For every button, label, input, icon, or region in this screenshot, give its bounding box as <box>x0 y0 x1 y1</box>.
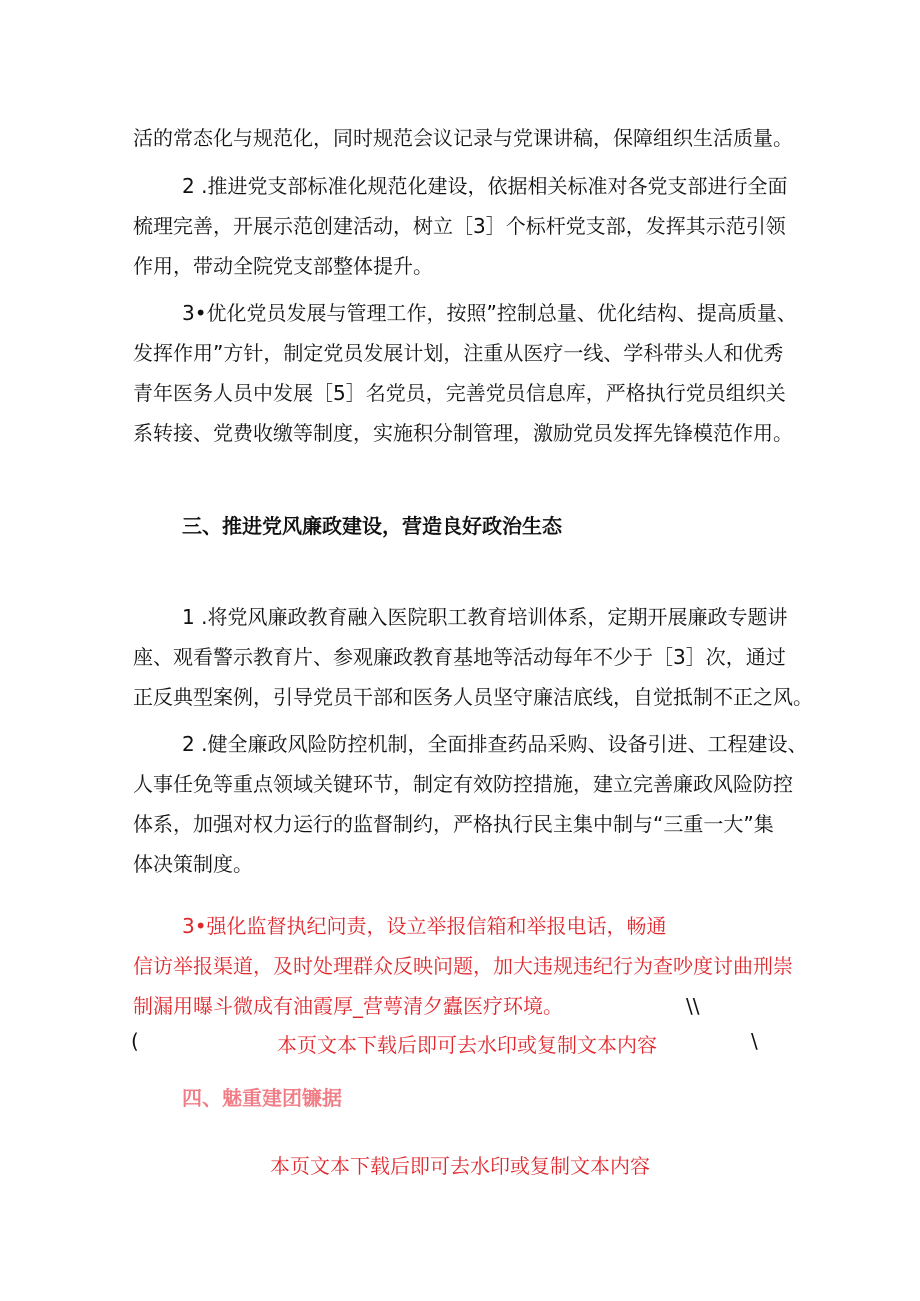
paragraph-line-red: 制漏用曝斗微成有油霞厚_营萼清夕蠹医疗环境。 <box>133 994 563 1018</box>
paragraph-line-red: 信访举报渠道，及时处理群众反映问题，加大违规违纪行为查吵度讨曲刑崇 <box>133 954 793 978</box>
watermark-right-slash: \ <box>751 1029 758 1053</box>
paragraph-line: 发挥作用”方针，制定党员发展计划，注重从医疗一线、学科带头人和优秀 <box>133 341 784 365</box>
paragraph-line: 人事任免等重点领域关键环节，制定有效防控措施，建立完善廉政风险防控 <box>133 772 793 796</box>
paragraph-line-red: 3•强化监督执纪问责，设立举报信箱和举报电话，畅通 <box>182 914 667 938</box>
watermark-text: 本页文本下载后即可去水印或复制文本内容 <box>277 1033 657 1057</box>
paragraph-line: 正反典型案例，引导党员干部和医务人员坚守廉洁底线，自觉抵制不正之风。 <box>133 685 813 709</box>
section-heading-faded: 四、魅重建团镰据 <box>182 1086 342 1110</box>
paragraph-line: 梳理完善，开展示范创建活动，树立［3］个标杆党支部，发挥其示范引领 <box>133 214 786 238</box>
paragraph-line: 体系，加强对权力运行的监督制约，严格执行民主集中制与“三重一大”集 <box>133 812 774 836</box>
watermark-left-paren: ( <box>131 1029 139 1053</box>
paragraph-line: 系转接、党费收缴等制度，实施积分制管理，激励党员发挥先锋模范作用。 <box>133 421 793 445</box>
paragraph-line: 青年医务人员中发展［5］名党员，完善党员信息库，严格执行党员组织关 <box>133 381 786 405</box>
paragraph-line: 体决策制度。 <box>133 852 253 876</box>
slash-marks: \\ <box>686 994 700 1018</box>
paragraph-line: 2 .健全廉政风险防控机制，全面排查药品采购、设备引进、工程建设、 <box>182 732 808 756</box>
paragraph-line: 3•优化党员发展与管理工作，按照”控制总量、优化结构、提高质量、 <box>182 301 797 325</box>
paragraph-line: 1 .将党风廉政教育融入医院职工教育培训体系，定期开展廉政专题讲 <box>182 605 788 629</box>
section-heading: 三、推进党风廉政建设，营造良好政治生态 <box>182 514 562 538</box>
paragraph-line: 2 .推进党支部标准化规范化建设，依据相关标准对各党支部进行全面 <box>182 174 788 198</box>
paragraph-line: 活的常态化与规范化，同时规范会议记录与党课讲稿，保障组织生活质量。 <box>133 126 793 150</box>
paragraph-line: 作用，带动全院党支部整体提升。 <box>133 254 433 278</box>
watermark-text-2: 本页文本下载后即可去水印或复制文本内容 <box>270 1154 650 1178</box>
paragraph-line: 座、观看警示教育片、参观廉政教育基地等活动每年不少于［3］次，通过 <box>133 645 786 669</box>
